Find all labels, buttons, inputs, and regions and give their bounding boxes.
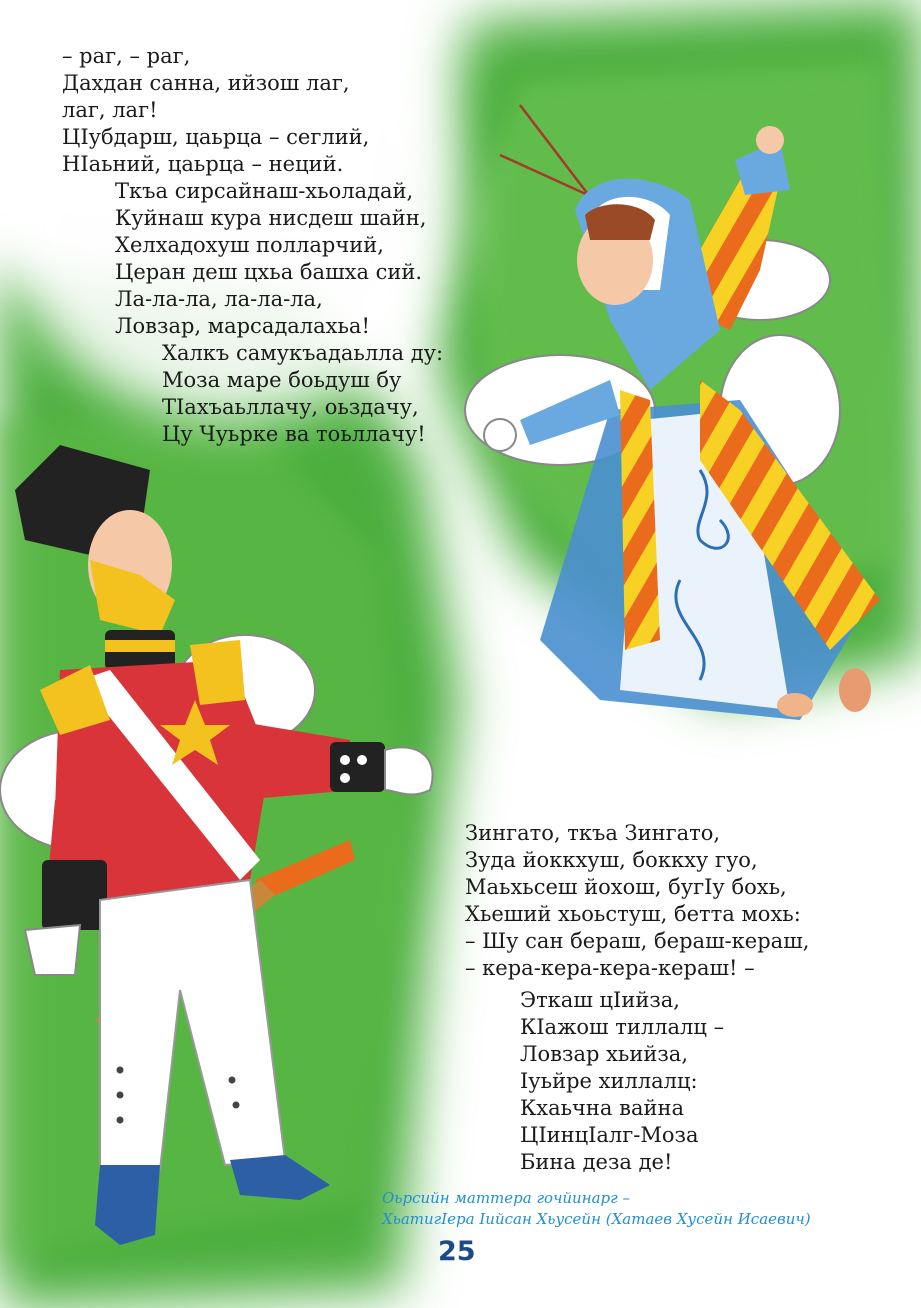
poem-line: Халкъ самукъадаьлла ду: (162, 341, 444, 365)
poem-line: Эткаш цIийза, (520, 988, 680, 1012)
poem-line: Хьеший хьоьстуш, бетта мохь: (465, 902, 801, 926)
poem-line: Бина деза де! (520, 1150, 673, 1174)
poem-line: Зуда йоккхуш, боккху гуо, (465, 848, 758, 872)
poem-line: Зингато, ткъа Зингато, (465, 821, 721, 845)
poem-line: Хелхадохуш полларчий, (115, 233, 384, 257)
poem-line: Кхаьчна вайна (520, 1096, 684, 1120)
poem-line: Дахдан санна, ийзош лаг, (62, 71, 350, 95)
poem-line: Iуьйре хиллалц: (520, 1069, 698, 1093)
poem-line: лаг, лаг! (62, 98, 158, 122)
credit-line-translator-name: ХьатигIера Iийсан Хьусейн (Хатаев Хусейн Исаевич) (382, 1210, 811, 1228)
poem-line: Ловзар хьийза, (520, 1042, 688, 1066)
poem-line: Ла-ла-ла, ла-ла-ла, (115, 287, 323, 311)
poem-line: Маьхьсеш йохош, бугIу бохь, (465, 875, 787, 899)
credit-line-translated-by: Оьрсийн маттера гочйинарг – (382, 1189, 630, 1207)
poem-line: ТIахъаьллачу, оьздачу, (162, 395, 419, 419)
poem-stanza-1 (62, 43, 369, 178)
poem-line: – Шу сан бераш, бераш-кераш, (465, 929, 810, 953)
poem-line: Куйнаш кура нисдеш шайн, (115, 206, 427, 230)
poem-line: Ткъа сирсайнаш-хьоладай, (115, 179, 414, 203)
poem-stanza-5 (520, 987, 724, 1176)
poem-stanza-3 (162, 340, 443, 448)
poem-line: Моза маре боьдуш бу (162, 368, 402, 392)
poem-line: – кера-кера-кера-кераш! – (465, 956, 755, 980)
poem-line: Церан деш цхьа башха сий. (115, 260, 423, 284)
poem-stanza-2 (115, 178, 426, 340)
poem-line: ЦIубдарш, цаьрца – сеглий, (62, 125, 370, 149)
poem-line: Цу Чуьрке ва тоьллачу! (162, 422, 426, 446)
poem-line: Ловзар, марсадалахьа! (115, 314, 370, 338)
page-number: 25 (438, 1236, 476, 1267)
poem-line: НIаьний, цаьрца – неций. (62, 152, 344, 176)
poem-line: КIажош тиллалц – (520, 1015, 725, 1039)
poem-line: ЦIинцIалг-Моза (520, 1123, 699, 1147)
poem-stanza-4 (465, 820, 809, 982)
translator-credit (382, 1188, 811, 1230)
poem-line: – раг, – раг, (62, 44, 191, 68)
